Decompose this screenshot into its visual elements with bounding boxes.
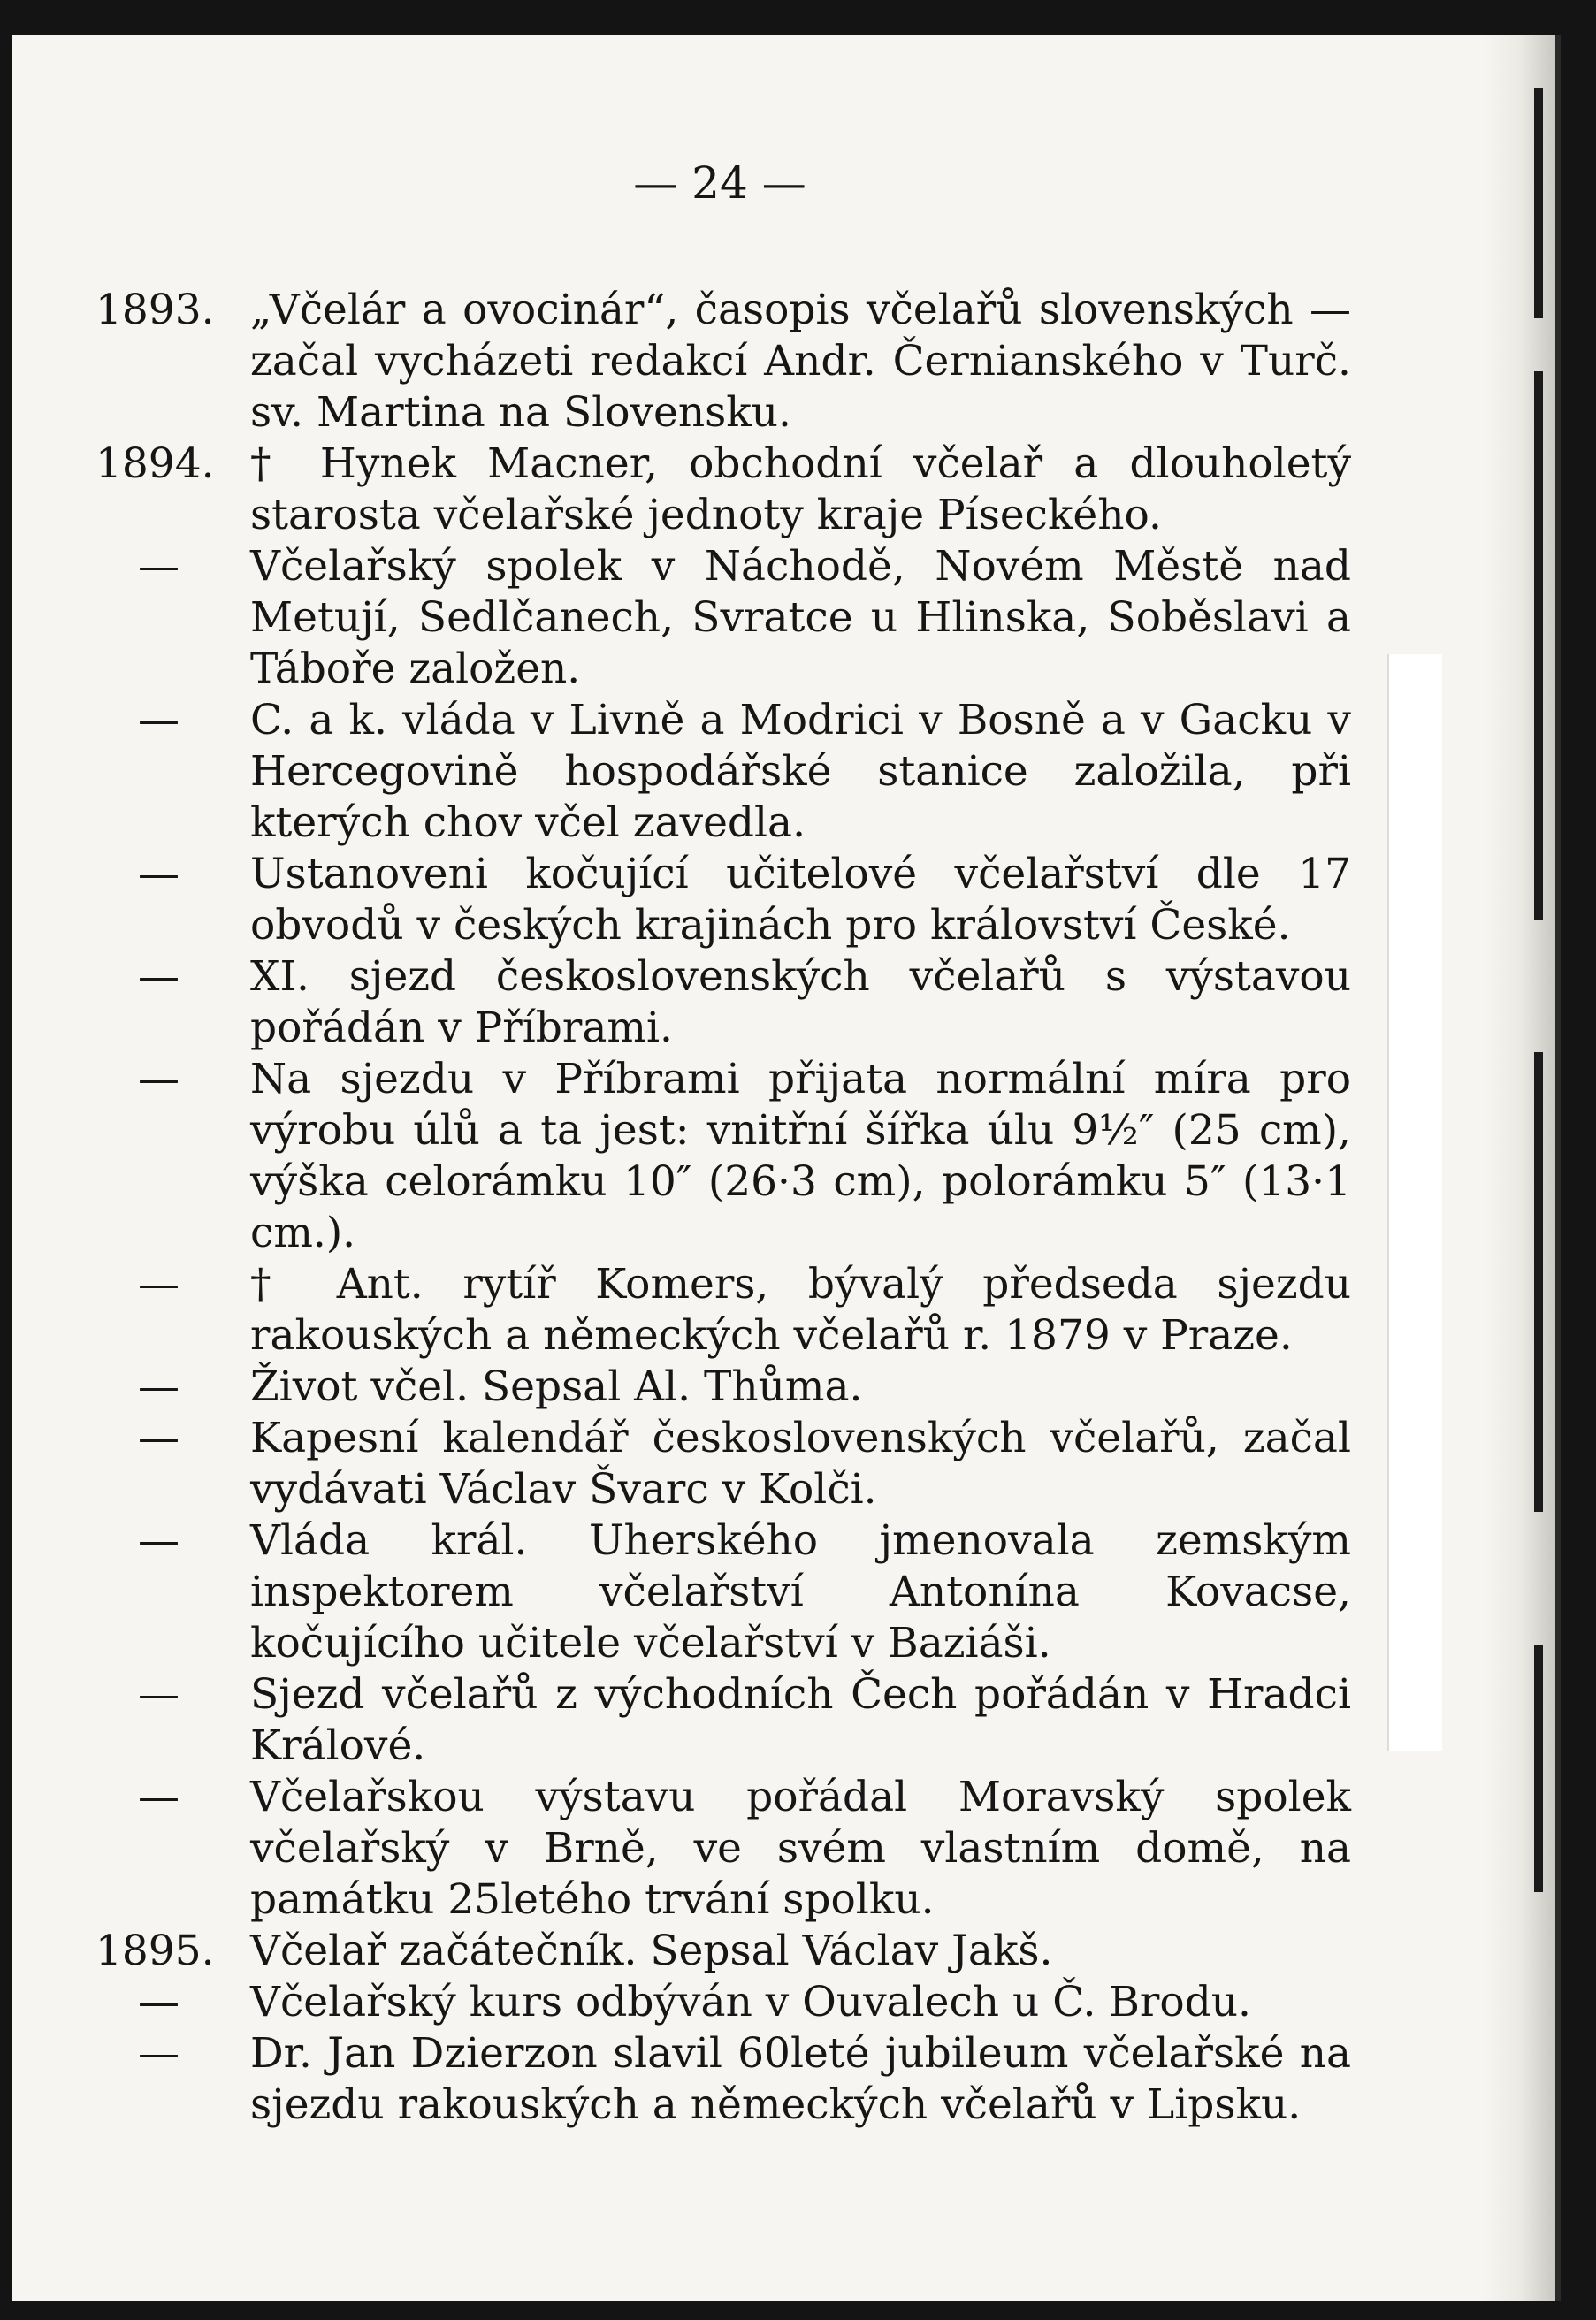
list-item [95, 439, 1351, 541]
entry-text: † Hynek Macner, obchodní včelař a dlouholetý starosta včelařské jednoty kraje Píseckého. [250, 439, 1351, 539]
list-item [95, 1772, 1351, 1926]
entry-text: Na sjezdu v Příbrami přijata normální míra pro výrobu úlů a ta jest: vnitřní šířka úlu 9½″ (25 cm), výška celorámku 10″ (26·3 cm), polorámku 5″ (13·1 cm.). [250, 1055, 1351, 1257]
entry-dash: — [138, 542, 179, 591]
list-item [95, 1413, 1351, 1515]
entry-text: Včelařskou výstavu pořádal Moravský spolek včelařský v Brně, ve svém vlastním domě, na památku 25letého trvání spolku. [250, 1773, 1351, 1924]
entry-year: 1894. [95, 439, 215, 488]
entry-dash: — [138, 696, 179, 744]
entry-text: XI. sjezd československých včelařů s výstavou pořádán v Příbrami. [250, 952, 1351, 1052]
entry-dash: — [138, 1773, 179, 1821]
list-item [95, 1515, 1351, 1669]
entry-dash: — [138, 1414, 179, 1462]
entry-year: 1895. [95, 1927, 215, 1975]
entry-text: † Ant. rytíř Komers, bývalý předseda sjezdu rakouských a německých včelařů r. 1879 v Praze. [250, 1260, 1351, 1360]
entry-text: Ustanoveni kočující učitelové včelařství dle 17 obvodů v českých krajinách pro království České. [250, 850, 1351, 950]
entry-dash: — [138, 850, 179, 898]
entry-text: C. a k. vláda v Livně a Modrici v Bosně a v Gacku v Hercegovině hospodářské stanice založila, při kterých chov včel zavedla. [250, 696, 1351, 847]
list-item [95, 695, 1351, 849]
binding-shadow-mark [1534, 88, 1543, 318]
book-page [12, 35, 1561, 2301]
list-item [95, 541, 1351, 695]
list-item [95, 1362, 1351, 1413]
list-item [95, 1977, 1351, 2028]
entry-text: Včelařský spolek v Náchodě, Novém Městě nad Metují, Sedlčanech, Svratce u Hlinska, Soběslavi a Táboře založen. [250, 542, 1351, 693]
entry-text: Včelařský kurs odbýván v Ouvalech u Č. Brodu. [250, 1978, 1251, 2026]
list-item [95, 1926, 1351, 1977]
list-item [95, 951, 1351, 1054]
list-item [95, 1054, 1351, 1259]
list-item [95, 1259, 1351, 1362]
list-item [95, 1669, 1351, 1772]
list-item [95, 285, 1351, 439]
entry-text: Sjezd včelařů z východních Čech pořádán v Hradci Králové. [250, 1670, 1351, 1770]
entry-text: Vláda král. Uherského jmenovala zemským inspektorem včelařství Antonína Kovacse, kočujícího učitele včelařství v Baziáši. [250, 1516, 1351, 1668]
binding-shadow-mark [1534, 371, 1543, 920]
binding-shadow-mark [1534, 1052, 1543, 1512]
entry-dash: — [138, 1362, 179, 1411]
page-binding-edge [1485, 35, 1555, 2301]
entry-text: Včelař začátečník. Sepsal Václav Jakš. [250, 1927, 1053, 1975]
entry-dash: — [138, 1260, 179, 1309]
list-item [95, 2028, 1351, 2131]
entry-dash: — [138, 952, 179, 1001]
chronology-list [95, 285, 1351, 2131]
entry-text: Dr. Jan Dzierzon slavil 60leté jubileum včelařské na sjezdu rakouských a německých včelařů v Lipsku. [250, 2029, 1351, 2129]
entry-text: „Včelár a ovocinár“, časopis včelařů slovenských — začal vycházeti redakcí Andr. Černianského v Turč. sv. Martina na Slovensku. [250, 286, 1351, 437]
page-number: — 24 — [633, 157, 806, 209]
entry-text: Kapesní kalendář československých včelařů, začal vydávati Václav Švarc v Kolči. [250, 1414, 1351, 1514]
list-item [95, 849, 1351, 951]
entry-dash: — [138, 1670, 179, 1719]
entry-dash: — [138, 1055, 179, 1103]
entry-dash: — [138, 1516, 179, 1565]
entry-dash: — [138, 2029, 179, 2078]
entry-year: 1893. [95, 286, 215, 334]
paper-insert-strip [1387, 654, 1442, 1751]
entry-text: Život včel. Sepsal Al. Thůma. [250, 1362, 863, 1411]
binding-shadow-mark [1534, 1645, 1543, 1892]
entry-dash: — [138, 1978, 179, 2026]
